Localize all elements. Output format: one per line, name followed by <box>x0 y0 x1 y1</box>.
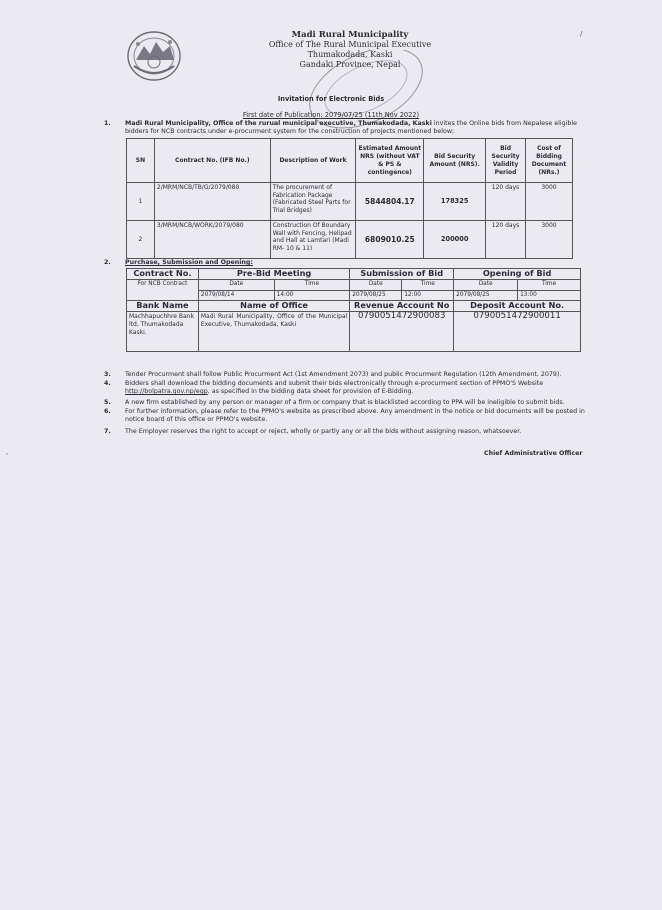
cell-revenue-account: 0790051472900083 <box>350 312 454 352</box>
cell-time-label: Time <box>518 279 581 290</box>
item-4-text <box>125 380 585 397</box>
first-publication-date: First date of Publication: 2079/07/25 (11th Nov 2022) <box>242 111 420 119</box>
item-number: 7. <box>104 428 111 435</box>
item-number: 1. <box>104 120 111 127</box>
cell-security: 178325 <box>424 183 486 221</box>
header-prebid: Pre-Bid Meeting <box>198 269 349 280</box>
cell-amount: 5844804.17 <box>356 183 424 221</box>
item-number: 6. <box>104 408 111 415</box>
cell-description: The procurement of Fabrication Package (Fabricated Steel Parts for Trial Bridges) <box>270 183 356 221</box>
item-1-rest: invites the Online bids from Nepalese eligible bidders for NCB contracts under e-procurment system for the construction of projects mentioned below; <box>125 120 578 136</box>
cell-prebid-date: 2079/08/14 <box>198 290 274 301</box>
item-5-text: A new firm established by any person or manager of a firm or company that is blacklisted according to PPA will be ineligible to submit bids. <box>125 399 565 406</box>
cell-opening-date: 2079/08/25 <box>454 290 518 301</box>
cell-submission-time: 12:00 <box>402 290 454 301</box>
item-1-text <box>125 120 580 137</box>
cell-security: 200000 <box>424 221 486 259</box>
scan-mark-icon: ' <box>6 452 8 460</box>
cell-date-label: Date <box>198 279 274 290</box>
signatory-title: Chief Administrative Officer <box>484 450 583 457</box>
cell-deposit-account: 0790051472900011 <box>454 312 581 352</box>
header-submission: Submission of Bid <box>350 269 454 280</box>
item-3-text: Tender Procurment shall follow Public Procurment Act (1st Amendment 2073) and public Procurment Regulation (12th Amendment, 2079). <box>125 371 562 378</box>
item-number: 4. <box>104 380 111 387</box>
office-name: Office of The Rural Municipal Executive <box>268 40 432 49</box>
table-row <box>127 221 573 259</box>
col-header-cost: Cost of Bidding Document (NRs.) <box>526 139 573 183</box>
schedule-table <box>126 268 581 352</box>
item-7-text: The Employer reserves the right to accept or reject, wholly or partly any or all the bids without assigning reason, whatsoever. <box>125 428 522 435</box>
col-header-contract: Contract No. (IFB No.) <box>154 139 270 183</box>
cell-prebid-time: 14:00 <box>274 290 350 301</box>
header-office-name: Name of Office <box>198 301 349 312</box>
col-header-security: Bid Security Amount (NRS). <box>424 139 486 183</box>
cell-bank-name: Machhapuchhre Bank ltd, Thumakodada Kaski. <box>127 312 199 352</box>
org-name: Madi Rural Municipality <box>291 30 409 40</box>
col-header-sn: SN <box>127 139 155 183</box>
cell-time-label: Time <box>402 279 454 290</box>
col-header-amount: Estimated Amount NRS (without VAT & PS & contingence) <box>356 139 424 183</box>
header-contract-no: Contract No. <box>127 269 199 280</box>
cell-validity: 120 days <box>486 221 526 259</box>
cell-time-label: Time <box>274 279 350 290</box>
cell-office-name: Madi Rural Municipality, Office of the Municipal Executive, Thumakodada, Kaski <box>198 312 349 352</box>
cell-contract: 2/MRM/NCB/TB/G/2079/080 <box>154 183 270 221</box>
cell-description: Construction Of Boundary Wall with Fencing, Helipad and Hall at Lamtari (Madi RM- 10 & 11) <box>270 221 356 259</box>
cell-submission-date: 2079/08/25 <box>350 290 402 301</box>
table-row <box>127 183 573 221</box>
item-number: 3. <box>104 371 111 378</box>
office-place: Thumakodada, Kaski <box>307 50 393 59</box>
item-4-tail: , as specified in the bidding data sheet for provision of E-Bidding. <box>207 388 414 396</box>
cell-ncb-contract: For NCB Contract <box>127 279 199 301</box>
cell-amount: 6809010.25 <box>356 221 424 259</box>
col-header-description: Description of Work <box>270 139 356 183</box>
header-deposit-account: Deposit Account No. <box>454 301 581 312</box>
col-header-validity: Bid Security Validity Period <box>486 139 526 183</box>
scan-mark-icon: / <box>580 30 583 38</box>
cell-validity: 120 days <box>486 183 526 221</box>
cell-sn: 2 <box>127 221 155 259</box>
bids-table <box>126 138 573 259</box>
cell-cost: 3000 <box>526 221 573 259</box>
notice-title: Invitation for Electronic Bids <box>277 95 385 103</box>
item-6-text: For further information, please refer to the PPMO's website as prescribed above. Any amendment in the notice or bid documents will be posted in notice board of this office or PPMO's website. <box>125 408 585 424</box>
nepal-emblem-icon <box>126 30 182 82</box>
cell-date-label: Date <box>454 279 518 290</box>
header-bank-name: Bank Name <box>127 301 199 312</box>
office-province: Gandaki Province, Nepal <box>299 60 401 69</box>
item-2-text: Purchase, Submission and Opening: <box>125 259 253 266</box>
item-number: 2. <box>104 259 111 266</box>
header-revenue-account: Revenue Account No <box>350 301 454 312</box>
header-opening: Opening of Bid <box>454 269 581 280</box>
item-1-bold: Madi Rural Municipality, Office of the rurual municipal executive, Thumakodada, Kaski <box>125 120 432 127</box>
item-number: 5. <box>104 399 111 406</box>
cell-sn: 1 <box>127 183 155 221</box>
cell-opening-time: 13:00 <box>518 290 581 301</box>
cell-contract: 3/MRM/NCB/WORK/2079/080 <box>154 221 270 259</box>
ppmo-link[interactable]: http://bolpatra.gov.np/egp <box>125 388 208 396</box>
cell-date-label: Date <box>350 279 402 290</box>
item-4-main: Bidders shall download the bidding documents and submit their bids electronically through e-procurment section of PPMO'S Website <box>125 380 544 387</box>
cell-cost: 3000 <box>526 183 573 221</box>
